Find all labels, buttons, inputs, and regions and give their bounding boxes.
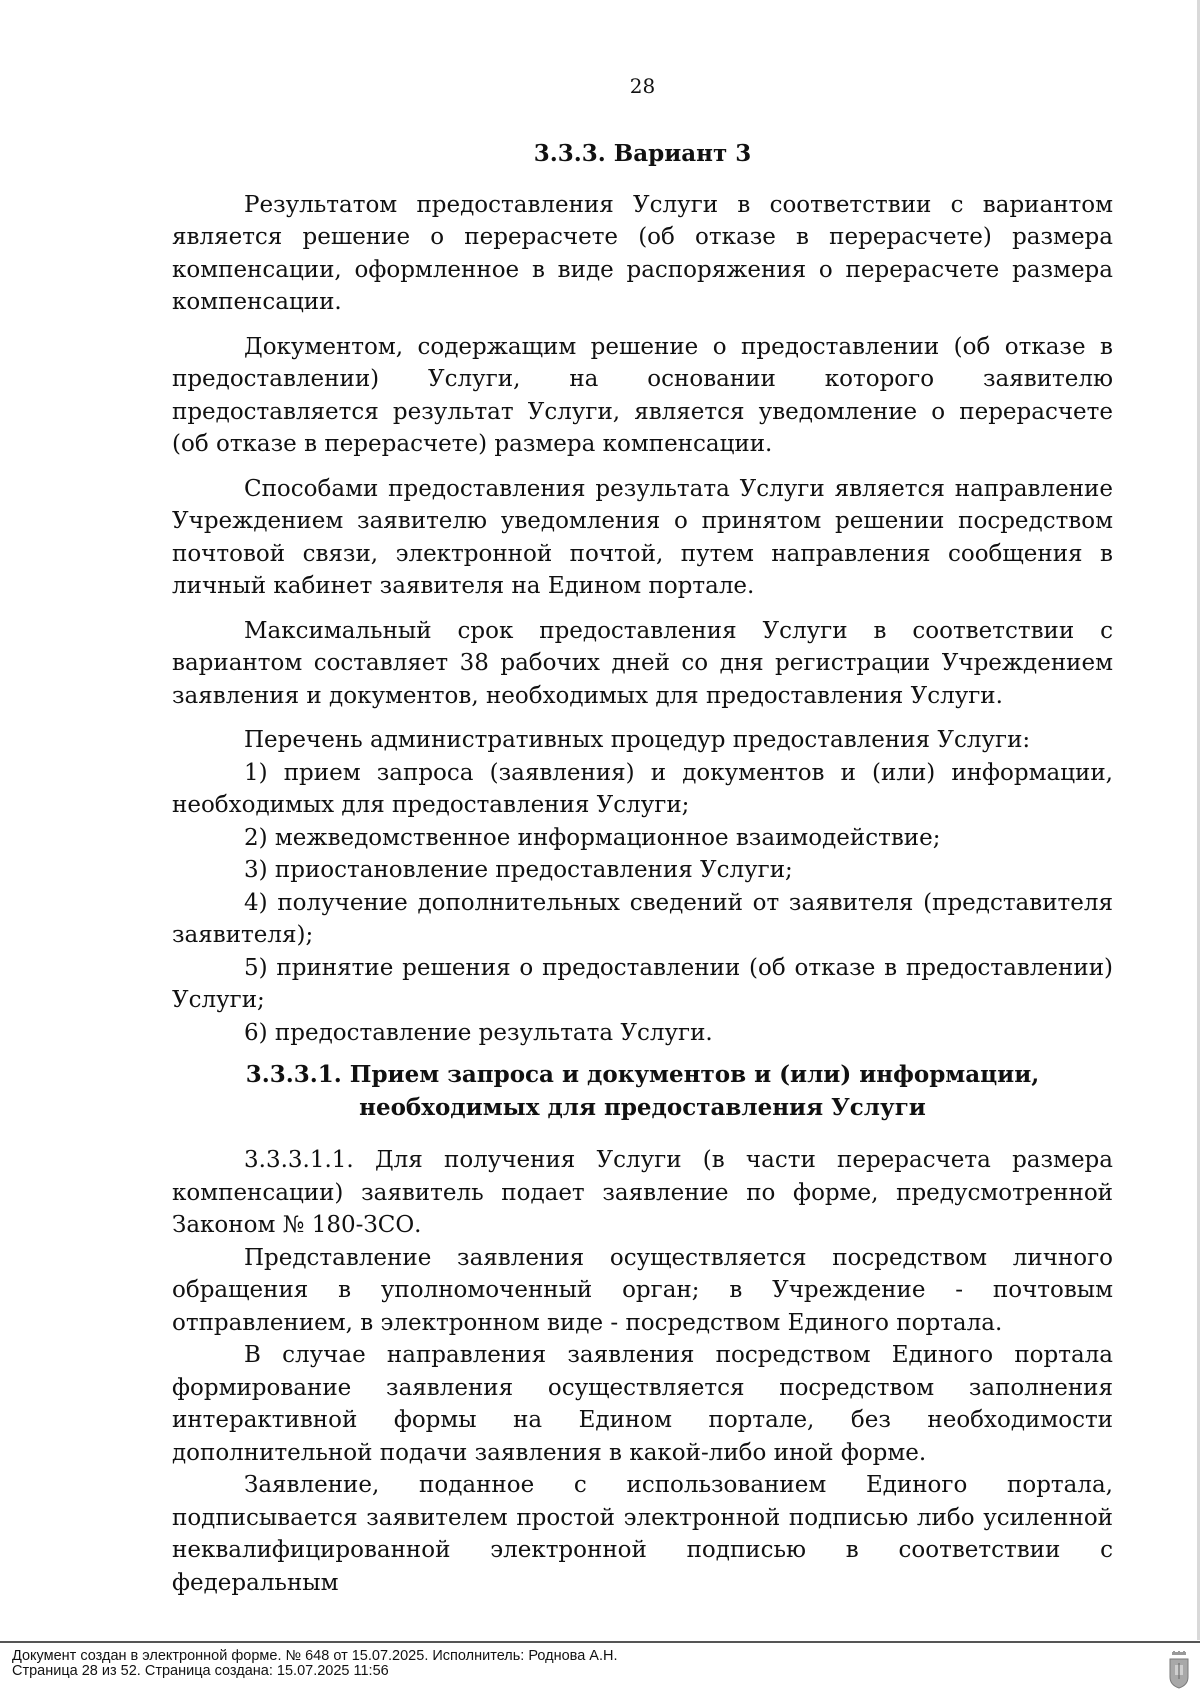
page-number: 28	[629, 74, 656, 98]
document-footer	[0, 1641, 1200, 1698]
footer-divider	[0, 1641, 1200, 1643]
procedure-item: 4) получение дополнительных сведений от заявителя (представителя заявителя);	[172, 889, 1113, 948]
paragraph-result: Результатом предоставления Услуги в соответствии с вариантом является решение о перерасчете (об отказе в перерасчете) размера компенсации, оформленное в виде распоряжения о перерасчете размера компенсации.	[172, 191, 1113, 315]
document-body	[172, 138, 1113, 1599]
procedure-item: 5) принятие решения о предоставлении (об отказе в предоставлении) Услуги;	[172, 954, 1113, 1013]
paragraph-signature: Заявление, поданное с использованием Единого портала, подписывается заявителем простой электронной подписью либо усиленной неквалифицированной электронной подписью в соответствии с федеральным	[172, 1472, 1113, 1596]
procedure-item: 6) предоставление результата Услуги.	[244, 1019, 713, 1046]
paragraph-submission: Представление заявления осуществляется посредством личного обращения в уполномоченный орган; в Учреждение - почтовым отправлением, в электронном виде - посредством Единого портала.	[172, 1244, 1113, 1336]
subsection-heading: 3.3.3.1. Прием запроса и документов и (или) информации, необходимых для предоставления Услуги	[245, 1061, 1040, 1121]
procedure-item: 3) приостановление предоставления Услуги;	[244, 857, 793, 883]
footer-line-document: Документ создан в электронной форме. № 648 от 15.07.2025. Исполнитель: Роднова А.Н.	[12, 1648, 618, 1664]
procedure-item: 2) межведомственное информационное взаимодействие;	[244, 824, 941, 851]
coat-of-arms-icon	[1168, 1651, 1190, 1689]
paragraph-delivery-methods: Способами предоставления результата Услуги является направление Учреждением заявителю уведомления о принятом решении посредством почтовой связи, электронной почтой, путем направления сообщения в личный кабинет заявителя на Едином портале.	[172, 475, 1113, 599]
paragraph-application: 3.3.3.1.1. Для получения Услуги (в части перерасчета размера компенсации) заявитель подает заявление по форме, предусмотренной Законом № 180-ЗСО.	[172, 1147, 1113, 1238]
procedures-title: Перечень административных процедур предоставления Услуги:	[244, 727, 1031, 753]
paragraph-decision-document: Документом, содержащим решение о предоставлении (об отказе в предоставлении) Услуги, на основании которого заявителю предоставляется результат Услуги, является уведомление о перерасчете (об отказе в перерасчете) размера компенсации.	[172, 333, 1113, 457]
paragraph-max-term: Максимальный срок предоставления Услуги в соответствии с вариантом составляет 38 рабочих дней со дня регистрации Учреждением заявления и документов, необходимых для предоставления Услуги.	[172, 617, 1113, 709]
footer-text	[12, 1649, 618, 1679]
footer-line-page: Страница 28 из 52. Страница создана: 15.07.2025 11:56	[12, 1663, 389, 1679]
procedure-item: 1) прием запроса (заявления) и документов и (или) информации, необходимых для предоставления Услуги;	[172, 759, 1113, 818]
section-heading: 3.3.3. Вариант 3	[533, 140, 752, 167]
paragraph-portal-form: В случае направления заявления посредством Единого портала формирование заявления осуществляется посредством заполнения интерактивной формы на Едином портале, без необходимости дополнительной подачи заявления в какой-либо иной форме.	[172, 1342, 1113, 1466]
